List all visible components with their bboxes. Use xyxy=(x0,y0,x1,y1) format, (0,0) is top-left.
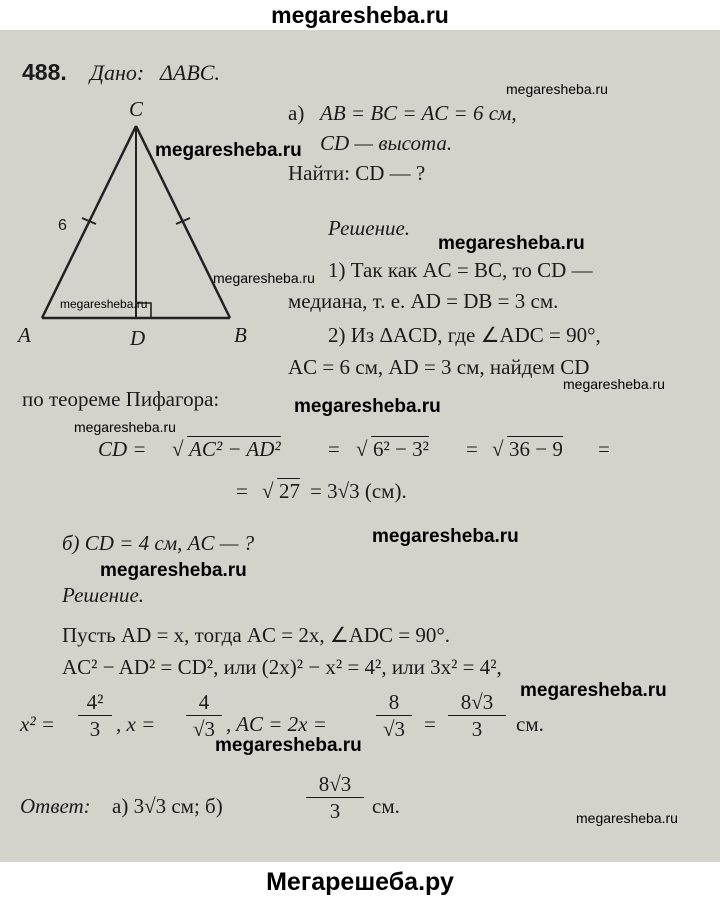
fraction-8sqrt3-over-3 xyxy=(448,690,506,741)
watermark: megaresheba.ru xyxy=(155,140,302,161)
equals-sign: = xyxy=(424,712,436,736)
sqrt-sign: √ xyxy=(356,437,368,461)
fraction-4-over-sqrt3 xyxy=(186,690,222,741)
part-a-step-1b: медиана, т. е. AD = DB = 3 см. xyxy=(288,289,559,313)
calc-lhs: CD = xyxy=(98,437,147,461)
denominator: √3 xyxy=(382,717,406,741)
sqrt-radicand-3: 36 − 9 xyxy=(509,437,563,461)
equals-sign: = xyxy=(466,437,478,461)
watermark: megaresheba.ru xyxy=(563,376,665,392)
part-a-solution-title: Решение. xyxy=(328,216,411,240)
watermark: megaresheba.ru xyxy=(294,396,441,417)
x-equals: , x = xyxy=(116,712,156,736)
unit-cm: см. xyxy=(516,712,544,736)
sqrt-sign: √ xyxy=(492,437,504,461)
sqrt-sign: √ xyxy=(262,479,274,503)
given-triangle: ΔABC. xyxy=(160,60,220,85)
x-squared-lhs: x² = xyxy=(20,712,56,736)
result-text: = 3√3 (см). xyxy=(310,479,407,503)
answer-label: Ответ: xyxy=(20,794,91,818)
fraction-4sq-over-3 xyxy=(78,690,112,741)
answer-unit: см. xyxy=(372,794,400,818)
watermark: megaresheba.ru xyxy=(215,735,362,756)
sqrt-radicand-1: AC² − AD² xyxy=(189,437,281,461)
watermark: megaresheba.ru xyxy=(506,81,608,97)
site-header[interactable]: megaresheba.ru xyxy=(0,0,720,30)
problem-number: 488. xyxy=(22,59,67,85)
watermark: megaresheba.ru xyxy=(576,810,678,826)
part-a-condition-2: CD — высота. xyxy=(320,131,453,155)
denominator: 3 xyxy=(471,717,483,741)
numerator: 8 xyxy=(388,690,400,714)
numerator: 4 xyxy=(198,690,210,714)
watermark: megaresheba.ru xyxy=(520,680,667,701)
answer-parts: а) 3√3 см; б) xyxy=(112,794,223,818)
part-a-condition-1: AB = BC = AC = 6 см, xyxy=(320,101,517,125)
equals-sign: = xyxy=(598,437,610,461)
denominator: 3 xyxy=(329,799,341,823)
denominator: √3 xyxy=(192,717,216,741)
denominator: 3 xyxy=(89,717,101,741)
part-b-line-2: AC² − AD² = CD², или (2x)² − x² = 4², или 3x² = 4², xyxy=(62,655,502,679)
part-a-step-2c: по теореме Пифагора: xyxy=(22,387,220,411)
numerator: 4² xyxy=(86,690,104,714)
vertex-a-label: A xyxy=(18,323,31,347)
site-footer[interactable]: Мегарешеба.ру xyxy=(0,862,720,903)
sqrt-radicand-27: 27 xyxy=(279,479,300,503)
given-label: Дано: xyxy=(90,60,145,85)
part-b-condition: б) CD = 4 см, AC — ? xyxy=(62,531,255,555)
part-b-solution-title: Решение. xyxy=(62,583,145,607)
watermark: megaresheba.ru xyxy=(100,560,247,581)
part-a-step-1a: 1) Так как AC = BC, то CD — xyxy=(328,258,593,282)
ac-equals: , AC = 2x = xyxy=(226,712,327,736)
sqrt-radicand-2: 6² − 3² xyxy=(373,437,429,461)
vertex-b-label: B xyxy=(234,323,247,347)
answer-fraction xyxy=(306,772,364,823)
numerator: 8√3 xyxy=(460,690,494,714)
sqrt-sign: √ xyxy=(172,437,184,461)
watermark: megaresheba.ru xyxy=(213,270,315,286)
numerator: 8√3 xyxy=(318,772,352,796)
watermark: megaresheba.ru xyxy=(60,297,148,311)
watermark: megaresheba.ru xyxy=(438,233,585,254)
vertex-c-label: C xyxy=(129,97,144,121)
part-b-line-1: Пусть AD = x, тогда AC = 2x, ∠ADC = 90°. xyxy=(62,623,451,647)
vertex-d-label: D xyxy=(130,326,146,350)
watermark: megaresheba.ru xyxy=(74,419,176,435)
watermark: megaresheba.ru xyxy=(372,526,519,547)
part-a-label: а) xyxy=(288,101,305,125)
part-a-step-2b: AC = 6 см, AD = 3 см, найдем CD xyxy=(288,355,590,379)
equals-sign: = xyxy=(328,437,340,461)
equals-sign: = xyxy=(236,479,248,503)
part-a-find: Найти: CD — ? xyxy=(288,161,426,185)
fraction-8-over-sqrt3 xyxy=(376,690,412,741)
part-a-step-2a: 2) Из ΔACD, где ∠ADC = 90°, xyxy=(328,323,601,347)
side-length-label: 6 xyxy=(58,217,67,234)
